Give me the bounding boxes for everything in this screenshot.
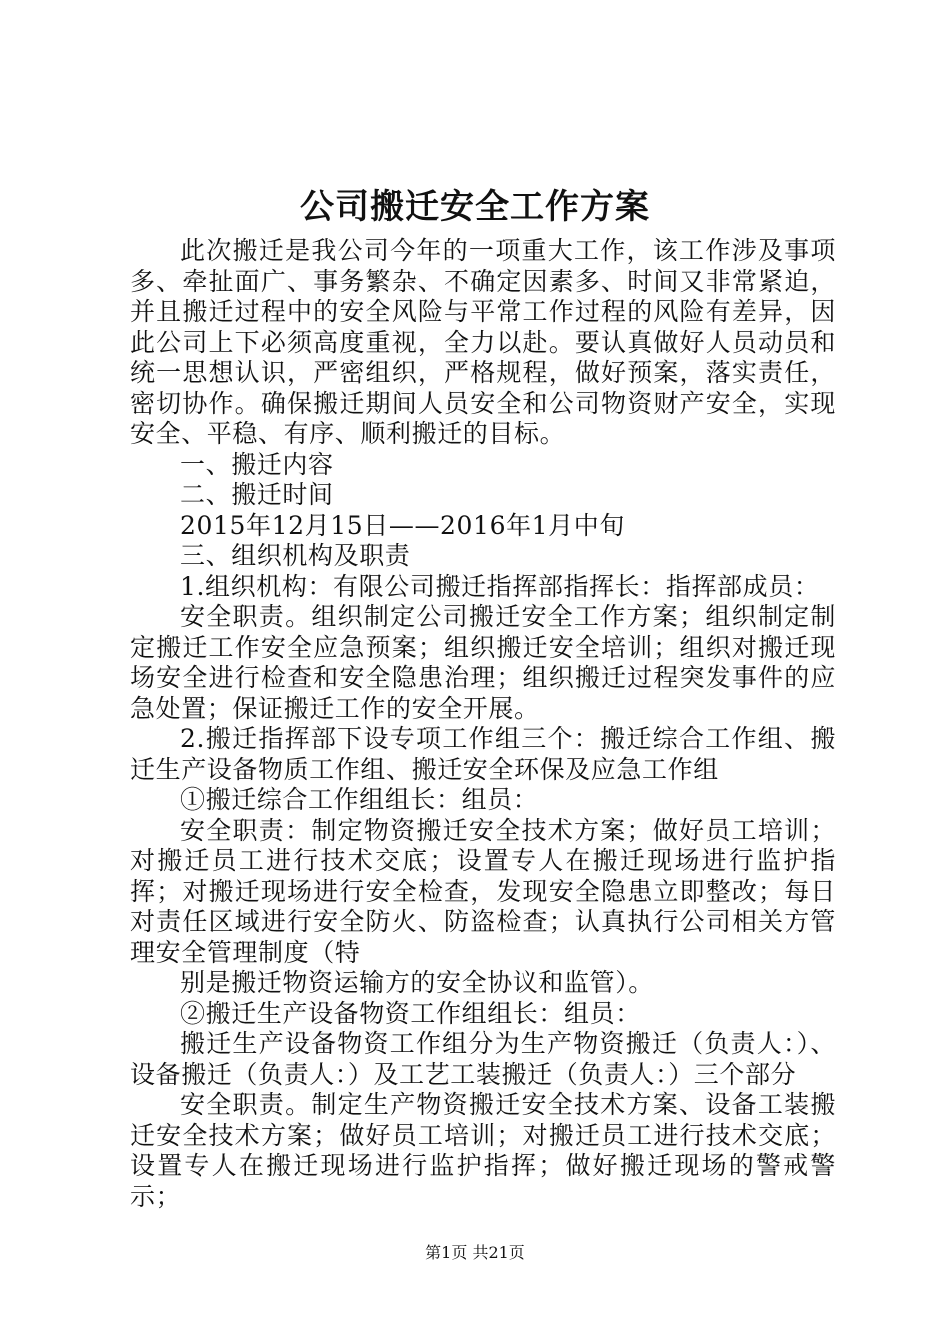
working-groups-paragraph: 2.搬迁指挥部下设专项工作组三个：搬迁综合工作组、搬迁生产设备物质工作组、搬迁安全环保及应急工作组 [130, 724, 836, 784]
general-group-duties-paragraph: 安全职责：制定物资搬迁安全技术方案；做好员工培训；对搬迁员工进行技术交底；设置专人在搬迁现场进行监护指挥；对搬迁现场进行安全检查，发现安全隐患立即整改；每日对责任区域进行安全防火、防盗检查；认真执行公司相关方管理安全管理制度（特 [130, 815, 836, 967]
document-title: 公司搬迁安全工作方案 [300, 187, 650, 227]
intro-paragraph: 此次搬迁是我公司今年的一项重大工作，该工作涉及事项多、牵扯面广、事务繁杂、不确定因素多、时间又非常紧迫，并且搬迁过程中的安全风险与平常工作过程的风险有差异，因此公司上下必须高度重视，全力以赴。要认真做好人员动员和统一思想认识，严密组织，严格规程，做好预案，落实责任，密切协作。确保搬迁期间人员安全和公司物资财产安全，实现安全、平稳、有序、顺利搬迁的目标。 [130, 236, 836, 448]
organization-structure-line: 1.组织机构：有限公司搬迁指挥部指挥长：指挥部成员： [180, 571, 820, 601]
time-range-line: 2015年12月15日——2016年1月中旬 [180, 510, 625, 540]
section-heading-time: 二、搬迁时间 [180, 480, 334, 509]
general-group-members-line: ①搬迁综合工作组组长：组员： [180, 785, 539, 814]
equipment-group-members-line: ②搬迁生产设备物资工作组组长：组员： [180, 998, 641, 1028]
equipment-group-duties-paragraph: 安全职责。制定生产物资搬迁安全技术方案、设备工装搬迁安全技术方案；做好员工培训；对搬迁员工进行技术交底；设置专人在搬迁现场进行监护指挥；做好搬迁现场的警戒警示； [130, 1090, 836, 1211]
document-body [130, 236, 836, 1212]
section-heading-organization: 三、组织机构及职责 [180, 541, 411, 570]
page-number-footer: 第1页 共21页 [425, 1243, 525, 1262]
equipment-group-division-paragraph: 搬迁生产设备物资工作组分为生产物资搬迁（负责人：）、设备搬迁（负责人：）及工艺工装搬迁（负责人：）三个部分 [130, 1029, 836, 1089]
section-heading-content: 一、搬迁内容 [180, 449, 334, 479]
headquarters-duties-paragraph: 安全职责。组织制定公司搬迁安全工作方案；组织制定制定搬迁工作安全应急预案；组织搬迁安全培训；组织对搬迁现场安全进行检查和安全隐患治理；组织搬迁过程突发事件的应急处置；保证搬迁工作的安全开展。 [130, 602, 836, 723]
general-group-duties-continuation: 别是搬迁物资运输方的安全协议和监管）。 [180, 968, 654, 997]
